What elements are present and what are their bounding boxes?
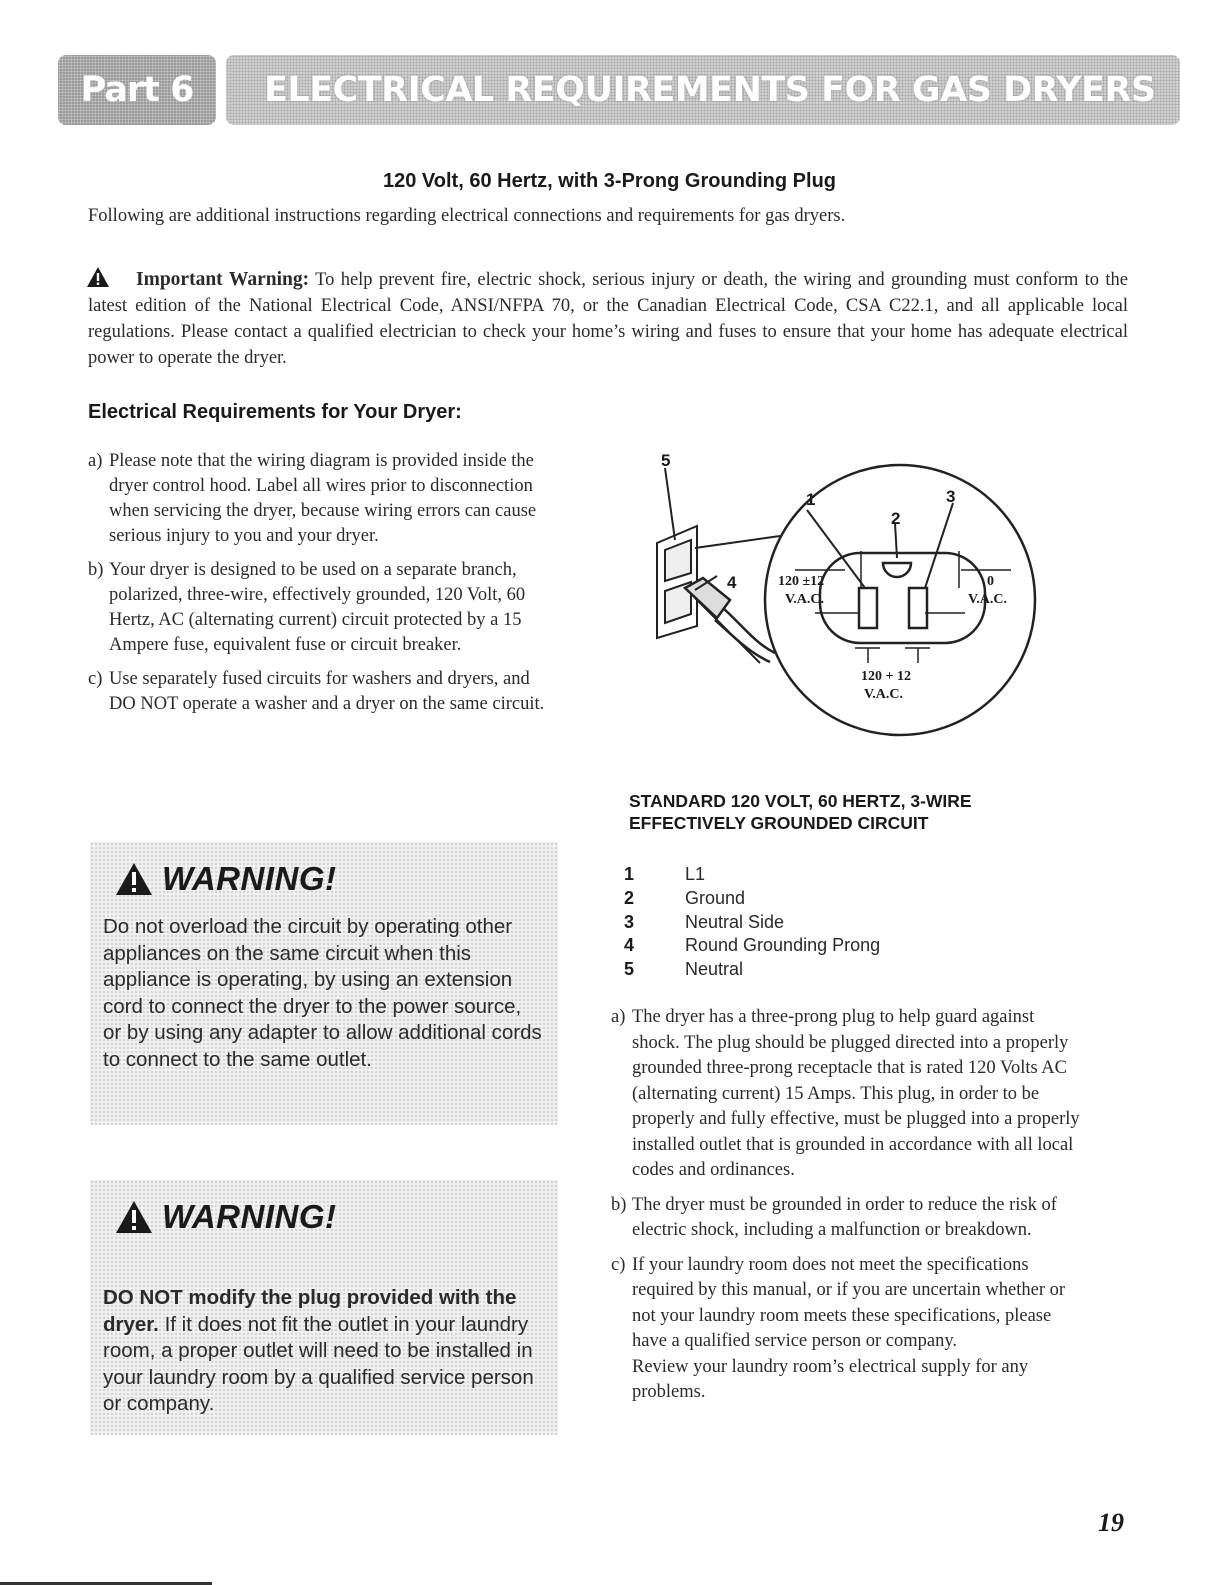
list-item	[88, 667, 548, 717]
callout-1: 1	[806, 490, 816, 509]
legend-label: Ground	[685, 887, 746, 908]
section-heading: Electrical Requirements for Your Dryer:	[88, 401, 462, 423]
warning-heading-text: WARNING!	[162, 1198, 337, 1235]
warning-heading-text: WARNING!	[162, 860, 337, 897]
list-marker: b)	[611, 1194, 627, 1215]
left-voltage-value: 120 ±12	[778, 574, 825, 589]
warning-triangle-icon	[86, 266, 110, 288]
important-warning-text: To help prevent fire, electric shock, serious injury or death, the wiring and grounding must conform to the latest edition of the National Electrical Code, ANSI/NFPA 70, or the Canadian Electrical Code, CSA C22.1, and all applicable local regulations. Please contact a qualified electrician to check your home’s wiring and fuses to ensure that your home has adequate electrical power to operate the dryer.	[88, 270, 1128, 368]
part-tab	[58, 55, 216, 125]
list-item	[611, 1005, 1081, 1184]
caption-line: EFFECTIVELY GROUNDED CIRCUIT	[629, 813, 929, 833]
legend-number: 3	[624, 911, 635, 932]
warning-triangle-icon	[114, 861, 154, 897]
legend-row	[624, 934, 880, 958]
list-item	[88, 449, 548, 549]
left-requirements-list	[88, 449, 548, 726]
diagram-caption	[629, 790, 972, 834]
list-item	[611, 1253, 1081, 1355]
legend-number: 4	[624, 935, 635, 956]
list-item-text: Use separately fused circuits for washers and dryers, and DO NOT operate a washer and a dryer on the same circuit.	[109, 669, 545, 714]
title-bar	[226, 55, 1180, 125]
right-voltage-unit: V.A.C.	[968, 592, 1008, 607]
callout-5: 5	[661, 451, 671, 470]
intro-text: Following are additional instructions regarding electrical connections and requirements for gas dryers.	[88, 206, 846, 226]
legend-label: L1	[685, 864, 706, 884]
list-marker: c)	[611, 1254, 626, 1275]
callout-2: 2	[891, 509, 901, 528]
list-item	[88, 558, 548, 658]
warning-text	[103, 1285, 543, 1418]
legend-label: Round Grounding Prong	[685, 935, 881, 956]
list-item-text: The dryer must be grounded in order to reduce the risk of electric shock, including a malfunction or breakdown.	[632, 1194, 1057, 1240]
important-warning	[88, 266, 1128, 371]
left-voltage-unit: V.A.C.	[785, 592, 825, 607]
diagram-legend	[624, 863, 880, 982]
callout-3: 3	[946, 487, 956, 506]
legend-label: Neutral Side	[685, 911, 785, 932]
wall-outlet-icon	[657, 526, 697, 638]
warning-box-plug	[90, 1180, 558, 1435]
list-item-text: Your dryer is designed to be used on a separate branch, polarized, three-wire, effectively grounded, 120 Volt, 60 Hertz, AC (alternating current) circuit protected by a 15 Ampere fuse, equivalent fuse or circuit breaker.	[109, 560, 526, 655]
subtitle: 120 Volt, 60 Hertz, with 3-Prong Grounding Plug	[383, 170, 836, 192]
callout-4: 4	[727, 573, 737, 592]
warning-box-overload	[90, 842, 558, 1125]
list-marker: b)	[88, 560, 104, 580]
warning-body-text: If it does not fit the outlet in your laundry room, a proper outlet will need to be installed in your laundry room by a qualified service person or company.	[103, 1312, 534, 1415]
legend-row	[624, 863, 880, 887]
page-title: ELECTRICAL REQUIREMENTS FOR GAS DRYERS	[264, 70, 1156, 110]
legend-row	[624, 911, 880, 935]
bottom-voltage-value: 120 + 12	[861, 669, 911, 684]
warning-heading	[114, 1198, 336, 1236]
warning-triangle-icon	[114, 1199, 154, 1235]
list-marker: c)	[88, 669, 103, 689]
part-label: Part 6	[80, 70, 194, 110]
warning-text: Do not overload the circuit by operating other appliances on the same circuit when this appliance is operating, by using an extension cord to connect the dryer to the power source, or by using any adapter to allow additional cords to connect to the same outlet.	[103, 915, 542, 1071]
page-number: 19	[1098, 1508, 1124, 1537]
right-requirements-list	[611, 1005, 1081, 1406]
warning-bold-text: DO NOT modify the plug provided with the dryer.	[103, 1286, 517, 1336]
right-voltage-value: 0	[987, 574, 994, 589]
review-text: Review your laundry room’s electrical supply for any problems.	[632, 1356, 1029, 1402]
list-item-text: Please note that the wiring diagram is provided inside the dryer control hood. Label all wires prior to disconnection when servicing the dryer, because wiring errors can cause serious injury to you and your dryer.	[109, 451, 537, 546]
bottom-voltage-unit: V.A.C.	[864, 687, 904, 702]
header-banner	[58, 55, 1180, 127]
list-item-text: If your laundry room does not meet the specifications required by this manual, or if you are uncertain whether or not your laundry room meets these specifications, please have a qualified service person or company.	[632, 1254, 1066, 1351]
list-marker: a)	[88, 451, 103, 471]
legend-row	[624, 887, 880, 911]
legend-label: Neutral	[685, 959, 744, 980]
legend-number: 2	[624, 887, 635, 908]
outlet-wiring-diagram	[635, 448, 1055, 778]
legend-row	[624, 958, 880, 982]
warning-heading	[114, 860, 336, 898]
list-item-text: The dryer has a three-prong plug to help guard against shock. The plug should be plugged directed into a properly grounded three-prong receptacle that is rated 120 Volts AC (alternating current) 15 Amps. This plug, in order to be properly and fully effective, must be plugged into a properly installed outlet that is grounded in accordance with all local codes and ordinances.	[632, 1007, 1080, 1180]
caption-line: STANDARD 120 VOLT, 60 HERTZ, 3-WIRE	[629, 791, 972, 811]
list-item	[611, 1193, 1081, 1244]
list-marker: a)	[611, 1007, 626, 1027]
legend-number: 5	[624, 959, 635, 980]
important-warning-lead: Important Warning:	[136, 269, 310, 290]
legend-number: 1	[624, 864, 635, 884]
